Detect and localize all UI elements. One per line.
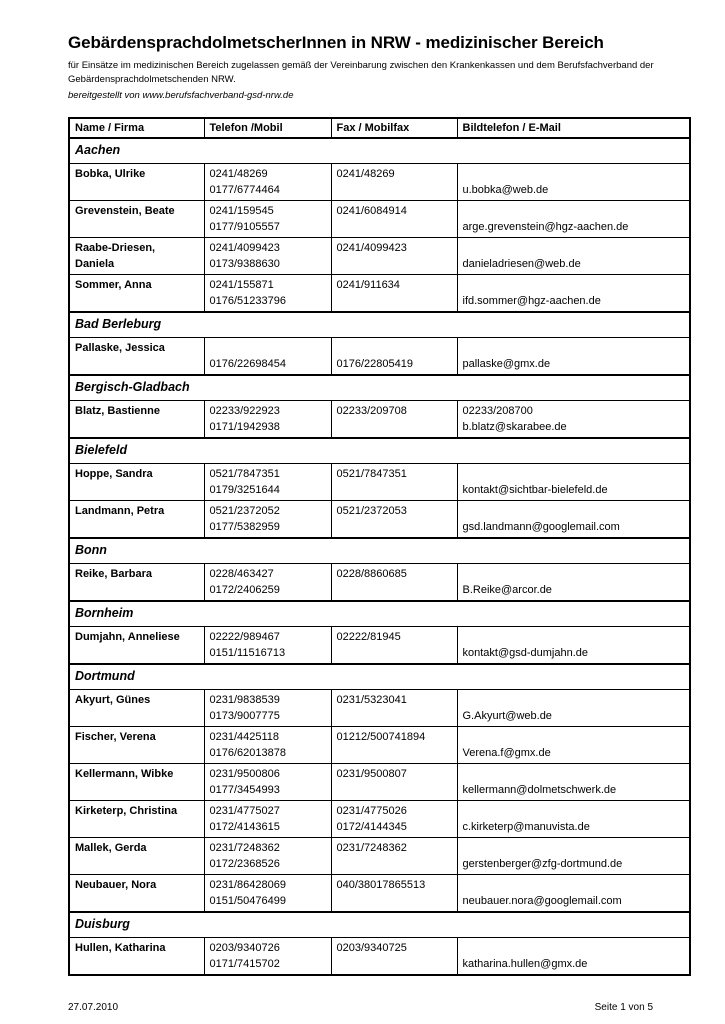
- telefon-line: 0176/62013878: [209, 747, 286, 759]
- bildtelefon-line: [463, 166, 685, 182]
- bildtelefon-line: [463, 629, 685, 645]
- bildtelefon-line: [463, 466, 685, 482]
- fax-line: [337, 745, 452, 761]
- cell-bildtelefon: [457, 275, 690, 313]
- fax-line: 0241/48269: [336, 168, 395, 180]
- telefon-line: 02222/989467: [209, 631, 280, 643]
- cell-bildtelefon: [457, 564, 690, 602]
- bildtelefon-line: [463, 803, 685, 819]
- fax-line: [337, 256, 452, 272]
- cell-bildtelefon: [457, 238, 690, 275]
- name-line: Kellermann, Wibke: [75, 768, 174, 780]
- cell-name: [69, 690, 204, 727]
- cell-telefon: [204, 627, 331, 665]
- city-name: Aachen: [69, 138, 690, 164]
- table-body: [69, 138, 690, 975]
- telefon-line: 0151/11516713: [209, 647, 286, 659]
- cell-bildtelefon: [457, 838, 690, 875]
- bildtelefon-line: pallaske@gmx.de: [462, 358, 551, 370]
- name-line: Sommer, Anna: [75, 279, 152, 291]
- cell-fax: [331, 501, 457, 539]
- fax-line: 0241/4099423: [336, 242, 407, 254]
- name-line: [75, 582, 199, 598]
- table-row: [69, 690, 690, 727]
- cell-name: [69, 401, 204, 439]
- cell-telefon: [204, 501, 331, 539]
- cell-name: [69, 338, 204, 376]
- cell-bildtelefon: [457, 690, 690, 727]
- cell-bildtelefon: [457, 727, 690, 764]
- bildtelefon-line: u.bobka@web.de: [462, 184, 549, 196]
- cell-fax: [331, 275, 457, 313]
- bildtelefon-line: ifd.sommer@hgz-aachen.de: [462, 295, 601, 307]
- table-row: [69, 338, 690, 376]
- city-name: Duisburg: [69, 912, 690, 938]
- table-row: [69, 501, 690, 539]
- fax-line: 0231/4775026: [336, 805, 407, 817]
- name-line: [75, 893, 199, 909]
- telefon-line: 0521/2372052: [209, 505, 280, 517]
- fax-line: [337, 482, 452, 498]
- cell-fax: [331, 401, 457, 439]
- cell-bildtelefon: [457, 801, 690, 838]
- column-header-name: Name / Firma: [69, 118, 204, 138]
- fax-line: 0241/6084914: [336, 205, 407, 217]
- fax-line: [337, 782, 452, 798]
- name-line: [75, 356, 199, 372]
- telefon-line: 0231/4425118: [209, 731, 280, 743]
- cell-bildtelefon: [457, 201, 690, 238]
- column-header-telefon: Telefon /Mobil: [204, 118, 331, 138]
- bildtelefon-line: [463, 877, 685, 893]
- cell-fax: [331, 238, 457, 275]
- city-name: Bielefeld: [69, 438, 690, 464]
- city-name: Bonn: [69, 538, 690, 564]
- bildtelefon-line: [463, 940, 685, 956]
- name-line: [75, 519, 199, 535]
- telefon-line: 0172/4143615: [209, 821, 280, 833]
- table-row: [69, 401, 690, 439]
- cell-telefon: [204, 690, 331, 727]
- table-row: [69, 727, 690, 764]
- cell-telefon: [204, 801, 331, 838]
- bildtelefon-line: katharina.hullen@gmx.de: [462, 958, 588, 970]
- footer-date: 27.07.2010: [68, 1002, 119, 1013]
- name-line: [75, 482, 199, 498]
- bildtelefon-line: B.Reike@arcor.de: [462, 584, 552, 596]
- column-header-bildtelefon: Bildtelefon / E-Mail: [457, 118, 690, 138]
- fax-line: 0241/911634: [336, 279, 400, 291]
- name-line: Grevenstein, Beate: [75, 205, 175, 217]
- city-section-row: [69, 601, 690, 627]
- fax-line: 02222/81945: [336, 631, 401, 643]
- table-row: [69, 838, 690, 875]
- telefon-line: [210, 340, 326, 356]
- cell-telefon: [204, 275, 331, 313]
- bildtelefon-line: kontakt@gsd-dumjahn.de: [462, 647, 589, 659]
- fax-line: 0521/2372053: [336, 505, 407, 517]
- name-line: [75, 708, 199, 724]
- cell-bildtelefon: [457, 501, 690, 539]
- bildtelefon-line: 02233/208700: [462, 405, 533, 417]
- telefon-line: 0177/3454993: [209, 784, 280, 796]
- cell-bildtelefon: [457, 938, 690, 976]
- telefon-line: 0241/4099423: [209, 242, 280, 254]
- telefon-line: 0173/9007775: [209, 710, 280, 722]
- cell-bildtelefon: [457, 401, 690, 439]
- telefon-line: 0521/7847351: [209, 468, 280, 480]
- telefon-line: 0151/50476499: [209, 895, 286, 907]
- name-line: [75, 645, 199, 661]
- name-line: [75, 293, 199, 309]
- cell-fax: [331, 727, 457, 764]
- cell-telefon: [204, 564, 331, 602]
- fax-line: [337, 519, 452, 535]
- city-section-row: [69, 375, 690, 401]
- fax-line: [337, 893, 452, 909]
- bildtelefon-line: gsd.landmann@googlemail.com: [462, 521, 620, 533]
- subtitle-line-2: Gebärdensprachdolmetschenden NRW.: [68, 74, 236, 85]
- cell-name: [69, 564, 204, 602]
- cell-bildtelefon: [457, 464, 690, 501]
- bildtelefon-line: [463, 277, 685, 293]
- bildtelefon-line: b.blatz@skarabee.de: [462, 421, 567, 433]
- bildtelefon-line: [463, 692, 685, 708]
- telefon-line: 0231/9838539: [209, 694, 280, 706]
- fax-line: [337, 340, 452, 356]
- cell-fax: [331, 764, 457, 801]
- fax-line: [337, 708, 452, 724]
- cell-telefon: [204, 727, 331, 764]
- cell-name: [69, 464, 204, 501]
- cell-telefon: [204, 201, 331, 238]
- cell-telefon: [204, 164, 331, 201]
- page-footer: [68, 1002, 653, 1014]
- telefon-line: 0241/48269: [209, 168, 268, 180]
- name-line: [75, 219, 199, 235]
- cell-telefon: [204, 875, 331, 913]
- name-line: Raabe-Driesen,: [75, 242, 156, 254]
- table-row: [69, 938, 690, 976]
- table-row: [69, 275, 690, 313]
- fax-line: 040/38017865513: [336, 879, 426, 891]
- telefon-line: 0241/159545: [209, 205, 274, 217]
- telefon-line: 0241/155871: [209, 279, 274, 291]
- cell-telefon: [204, 764, 331, 801]
- telefon-line: 0171/1942938: [209, 421, 280, 433]
- telefon-line: 0231/4775027: [209, 805, 280, 817]
- table-row: [69, 464, 690, 501]
- bildtelefon-line: danieladriesen@web.de: [462, 258, 581, 270]
- table-row: [69, 875, 690, 913]
- cell-name: [69, 238, 204, 275]
- cell-telefon: [204, 238, 331, 275]
- cell-telefon: [204, 464, 331, 501]
- telefon-line: 0173/9388630: [209, 258, 280, 270]
- cell-bildtelefon: [457, 338, 690, 376]
- fax-line: [337, 419, 452, 435]
- city-section-row: [69, 138, 690, 164]
- city-section-row: [69, 912, 690, 938]
- table-row: [69, 801, 690, 838]
- telefon-line: 0228/463427: [209, 568, 274, 580]
- fax-line: [337, 645, 452, 661]
- cell-bildtelefon: [457, 164, 690, 201]
- cell-fax: [331, 690, 457, 727]
- name-line: Mallek, Gerda: [75, 842, 147, 854]
- table-row: [69, 764, 690, 801]
- fax-line: 0231/7248362: [336, 842, 407, 854]
- name-line: Neubauer, Nora: [75, 879, 157, 891]
- telefon-line: 0177/6774464: [209, 184, 280, 196]
- city-section-row: [69, 438, 690, 464]
- telefon-line: 0231/7248362: [209, 842, 280, 854]
- table-row: [69, 201, 690, 238]
- name-line: [75, 782, 199, 798]
- bildtelefon-line: arge.grevenstein@hgz-aachen.de: [462, 221, 629, 233]
- name-line: Pallaske, Jessica: [75, 342, 165, 354]
- cell-name: [69, 627, 204, 665]
- bildtelefon-line: [463, 729, 685, 745]
- telefon-line: 0172/2368526: [209, 858, 280, 870]
- fax-line: 0231/9500807: [336, 768, 407, 780]
- cell-fax: [331, 875, 457, 913]
- name-line: Bobka, Ulrike: [75, 168, 146, 180]
- table-row: [69, 564, 690, 602]
- name-line: [75, 856, 199, 872]
- table-row: [69, 238, 690, 275]
- name-line: Hoppe, Sandra: [75, 468, 153, 480]
- footer-page-number: Seite 1 von 5: [594, 1002, 653, 1013]
- name-line: [75, 419, 199, 435]
- cell-fax: [331, 938, 457, 976]
- bildtelefon-line: [463, 566, 685, 582]
- cell-name: [69, 164, 204, 201]
- table-row: [69, 627, 690, 665]
- fax-line: [337, 856, 452, 872]
- bildtelefon-line: [463, 240, 685, 256]
- bildtelefon-line: kellermann@dolmetschwerk.de: [462, 784, 617, 796]
- fax-line: 0228/8860685: [336, 568, 407, 580]
- fax-line: [337, 956, 452, 972]
- telefon-line: 0176/51233796: [209, 295, 286, 307]
- bildtelefon-line: Verena.f@gmx.de: [462, 747, 551, 759]
- cell-fax: [331, 338, 457, 376]
- cell-bildtelefon: [457, 764, 690, 801]
- page-title: GebärdensprachdolmetscherInnen in NRW - medizinischer Bereich: [68, 33, 604, 52]
- fax-line: [337, 582, 452, 598]
- city-section-row: [69, 664, 690, 690]
- bildtelefon-line: neubauer.nora@googlemail.com: [462, 895, 622, 907]
- cell-telefon: [204, 938, 331, 976]
- city-name: Bergisch-Gladbach: [69, 375, 690, 401]
- cell-name: [69, 501, 204, 539]
- bildtelefon-line: [463, 340, 685, 356]
- cell-name: [69, 838, 204, 875]
- cell-telefon: [204, 338, 331, 376]
- telefon-line: 0176/22698454: [209, 358, 286, 370]
- name-line: [75, 819, 199, 835]
- name-line: [75, 956, 199, 972]
- bildtelefon-line: gerstenberger@zfg-dortmund.de: [462, 858, 623, 870]
- telefon-line: 0179/3251644: [209, 484, 280, 496]
- interpreters-table: [68, 117, 691, 976]
- bildtelefon-line: kontakt@sichtbar-bielefeld.de: [462, 484, 608, 496]
- subtitle-line-1: für Einsätze im medizinischen Bereich zugelassen gemäß der Vereinbarung zwischen den Krankenkassen und dem Berufsfachverband der: [68, 60, 654, 71]
- column-header-fax: Fax / Mobilfax: [331, 118, 457, 138]
- cell-name: [69, 938, 204, 976]
- telefon-line: 0172/2406259: [209, 584, 280, 596]
- fax-line: [337, 219, 452, 235]
- cell-fax: [331, 201, 457, 238]
- telefon-line: 0203/9340726: [209, 942, 280, 954]
- name-line: [75, 182, 199, 198]
- name-line: Landmann, Petra: [75, 505, 165, 517]
- bildtelefon-line: [463, 766, 685, 782]
- bildtelefon-line: [463, 203, 685, 219]
- bildtelefon-line: c.kirketerp@manuvista.de: [462, 821, 590, 833]
- provided-by-note: bereitgestellt von www.berufsfachverband-gsd-nrw.de: [68, 90, 294, 101]
- table-row: [69, 164, 690, 201]
- city-section-row: [69, 538, 690, 564]
- name-line: [75, 745, 199, 761]
- cell-bildtelefon: [457, 627, 690, 665]
- name-line: Daniela: [75, 258, 115, 270]
- telefon-line: 0171/7415702: [209, 958, 280, 970]
- cell-fax: [331, 164, 457, 201]
- cell-fax: [331, 838, 457, 875]
- fax-line: 0231/5323041: [336, 694, 407, 706]
- telefon-line: 02233/922923: [209, 405, 280, 417]
- cell-telefon: [204, 838, 331, 875]
- telefon-line: 0177/5382959: [209, 521, 280, 533]
- name-line: Kirketerp, Christina: [75, 805, 178, 817]
- cell-name: [69, 275, 204, 313]
- city-name: Bornheim: [69, 601, 690, 627]
- telefon-line: 0231/9500806: [209, 768, 280, 780]
- cell-fax: [331, 801, 457, 838]
- cell-fax: [331, 464, 457, 501]
- cell-name: [69, 201, 204, 238]
- name-line: Dumjahn, Anneliese: [75, 631, 180, 643]
- name-line: Akyurt, Günes: [75, 694, 151, 706]
- table-header-row: [69, 118, 690, 138]
- fax-line: [337, 293, 452, 309]
- fax-line: [337, 182, 452, 198]
- name-line: Blatz, Bastienne: [75, 405, 160, 417]
- cell-name: [69, 801, 204, 838]
- fax-line: 02233/209708: [336, 405, 407, 417]
- bildtelefon-line: [463, 840, 685, 856]
- name-line: Reike, Barbara: [75, 568, 153, 580]
- name-line: Hullen, Katharina: [75, 942, 166, 954]
- fax-line: 0521/7847351: [336, 468, 407, 480]
- cell-fax: [331, 564, 457, 602]
- fax-line: 01212/500741894: [336, 731, 426, 743]
- city-name: Bad Berleburg: [69, 312, 690, 338]
- cell-name: [69, 875, 204, 913]
- name-line: Fischer, Verena: [75, 731, 156, 743]
- cell-fax: [331, 627, 457, 665]
- cell-bildtelefon: [457, 875, 690, 913]
- fax-line: 0176/22805419: [336, 358, 413, 370]
- city-section-row: [69, 312, 690, 338]
- telefon-line: 0231/86428069: [209, 879, 286, 891]
- telefon-line: 0177/9105557: [209, 221, 280, 233]
- cell-name: [69, 764, 204, 801]
- city-name: Dortmund: [69, 664, 690, 690]
- fax-line: 0203/9340725: [336, 942, 407, 954]
- cell-telefon: [204, 401, 331, 439]
- cell-name: [69, 727, 204, 764]
- fax-line: 0172/4144345: [336, 821, 407, 833]
- bildtelefon-line: [463, 503, 685, 519]
- bildtelefon-line: G.Akyurt@web.de: [462, 710, 552, 722]
